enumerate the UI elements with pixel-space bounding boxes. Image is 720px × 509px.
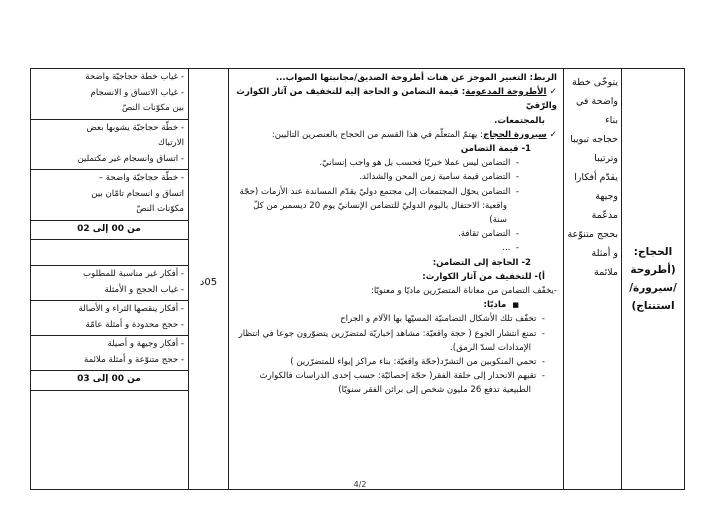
criteria-line: - أفكار غير مناسبة للمطلوب [83,269,184,279]
goals-cell [564,69,622,490]
s1-item: التضامن ليس عملا خيريّا فحسب بل هو واجب إنسانيّ. [319,158,511,169]
criteria-line: - أفكار ينقصها الثراء و الأصالة [78,304,184,314]
goal-line: يتوخّى خطة [572,77,618,88]
link-line: الربط: التعبير الموجز عن هنات أطروحة الصديق/مجانبتها الصواب... [275,73,557,83]
m-item-cont: الإمدادات لسدّ الرمق). [450,342,531,353]
s1-item: التضامن قيمة سامية زمن المحن والشدائد. [359,172,511,183]
section-2-title: 2- الحاجة إلى التضامن: [432,257,531,268]
criteria-line: - خطّة حجاجيّة واضحة – [98,173,184,183]
page-number: 4/2 [353,480,367,489]
criteria-line: - غياب الاتساق و الانسجام [90,87,184,98]
s1-item: التضامن ثقافة. [458,229,511,240]
criteria-line: مكوّنات النصّ [136,204,184,214]
criteria-line: اتساق و انسجام تامّان بين [91,188,184,199]
goal-line: بحجج متنوّعة [567,229,618,240]
goal-line: واضحة في بناء [576,96,618,126]
criteria-line: - غياب خطة حجاجيّة واضحة [85,72,184,82]
ellipsis: ... [502,243,511,254]
process-label: سيرورة الحجاج [483,129,547,140]
m-item: تخفّف تلك الأشكال التضامنيّة المسيّها بها الآلام و الجراح [340,314,537,325]
bullet-icon: ■ [512,301,519,310]
goal-line: وترتيبا [594,153,618,164]
check-icon: ✓ [549,87,557,98]
criteria-box [31,170,188,221]
goal-line: و أمثلة ملائمة [591,248,618,278]
time-value: 05د [199,276,218,288]
m-item-cont: الطبيعية تدفع 26 مليون شخص إلى براثن الفقر سنويّا) [338,385,531,396]
check-icon: ✓ [549,129,557,140]
m-item: تمنع انتشار الجوع ( حجة واقعيّة: مشاهد إخباريّة لمتضرّرين يتضوّرون جوعا في انتظار [238,328,537,339]
section-2a-title: أ)- للتخفيف من آثار الكوارث: [422,271,545,282]
criteria-box [31,69,188,120]
goal-line: حجاجه تبويبا [570,134,618,145]
criteria-box [31,266,188,301]
empty-box [31,391,188,490]
material-label: ماديّا: [483,300,507,311]
criteria-line: الارتباك [157,138,184,148]
criteria-line: - حجج متنوّعة و أمثلة ملائمة [83,354,184,365]
criteria-line: - خطّة حجاجيّة يشوبها بعض [86,122,184,133]
criteria-line: - غياب الحجج و الأمثلة [104,284,184,295]
goal-line: وجيهة مدعّمة [591,191,618,221]
section-title-line4: استنتاج) [631,300,675,312]
m-item: تحمي المنكوبين من التشرّد(حجّة واقعيّة: بناء مراكز إيواء للمتضرّرين ) [290,357,537,368]
criteria-cell [31,69,189,490]
section-1-title: 1- قيمة التضامن [460,144,531,155]
m-item: تقيهم الانحدار إلى حلقة الفقر( حجّة إحصائيّة: حسب إحدى الدراسات فالكوارث [259,371,537,382]
process-text: : يهتمّ المتعلّم في هذا القسم من الحجاج بالعنصرين التاليين: [271,129,484,140]
s1-item: التضامن يحوّل المجتمعات إلى مجتمع دوليّ يقدّم المساندة عند الأزمات (حجّة [239,186,511,197]
score-range: من 00 إلى 03 [31,371,188,391]
section-title-line3: /سيرورة/ [629,282,677,294]
time-cell [189,69,229,490]
criteria-line: - أفكار وجيهة و أصيلة [107,339,184,349]
criteria-line: بين مكوّنات النصّ [121,103,184,113]
criteria-box [31,301,188,336]
thesis-label: الأطروحة المدعومة [465,87,547,98]
criteria-box [31,120,188,171]
thesis-text: : قيمة التضامن و الحاجة إليه للتخفيف من آثار الكوارث والرّقيّ [236,87,557,112]
criteria-line: - حجج محدودة و أمثلة عامّة [85,319,184,330]
evaluation-table [30,68,685,490]
s2a-intro: يخفّف التضامن من معاناة المتضرّرين ماديّا و معنويّا: [371,286,554,297]
criteria-line: - اتساق وانسجام غير مكتملين [77,153,184,164]
section-title-cell [622,69,685,490]
thesis-text-2: بالمجتمعات. [494,115,545,126]
content-cell: الربط: التعبير الموجز عن هنات أطروحة الصديق/مجانبتها الصواب... ✓ الأطروحة المدعومة: قيمة التضامن و الحاجة إليه للتخفيف من آثار الكوارث والرّقيّ بالمجتمعات. ✓ سيرورة الحجاج: يهتمّ المتعلّم في هذا القسم من الحجاج بالعنصرين التاليين: 1- قيمة التضامن - التضامن ليس عملا خيريّا فحسب بل هو واجب إنسانيّ. - التضامن قيمة سامية زمن المحن والشدائد. - التضامن يحوّل المجتمعات إلى مجتمع دوليّ يقدّم المساندة عند الأزمات (حجّة واقعية: الاحتفال باليوم الدوليّ للتضامن الإنسانيّ يوم 20 ديسمبر من كلّ سنة) - التضامن ثقافة. - ... 2- الحاجة إلى التضامن: أ)- للتخفيف من آثار الكوارث: -يخفّف التضامن من معاناة المتضرّرين ماديّا و معنويّا: ■ ماديّا: - تخفّف تلك الأشكال التضامنيّة المسيّها بها الآلام و الجراح - تمنع انتشار الجوع ( حجة واقعيّة: مشاهد إخباريّة لمتضرّرين يتضوّرون جوعا في انتظار الإمدادات لسدّ الرمق). - تحمي المنكوبين من التشرّد(حجّة واقعيّة: بناء مراكز إيواء للمتضرّرين ) - تقيهم الانحدار إلى حلقة الفقر( حجّة إحصائيّة: حسب إحدى الدراسات فالكوارث الطبيعية تدفع 26 مليون شخص إلى براثن الفقر سنويّا) [229,69,564,490]
section-title-line1: الحجاج: [633,246,673,258]
section-title-line2: (أطروحة [630,264,676,276]
score-range: من 00 إلى 02 [31,221,188,241]
empty-box [31,240,188,266]
criteria-box [31,336,188,371]
s1-item-cont: واقعية: الاحتفال باليوم الدوليّ للتضامن الإنسانيّ يوم 20 ديسمبر من كلّ سنة) [253,200,507,226]
goal-line: يقدّم أفكارا [574,172,618,183]
